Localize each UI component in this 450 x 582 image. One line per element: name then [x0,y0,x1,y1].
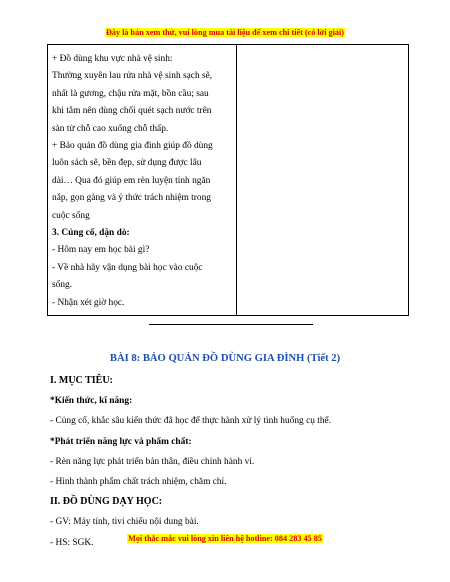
table-line: - Nhận xét giờ học. [52,297,125,308]
table-line: sàn từ chỗ cao xuống chỗ thấp. [52,123,169,134]
sub-heading: *Kiến thức, kĩ năng: [50,396,133,407]
hotline-text: Mọi thắc mắc vui lòng xin liên hệ hotline: 084 283 45 85 [128,534,322,543]
hotline-banner [0,533,450,544]
table-line: Thường xuyên lau rửa nhà vệ sinh sạch sẽ, [52,71,213,82]
table-line: + Đồ dùng khu vực nhà vệ sinh: [52,54,173,64]
table-line: - Hôm nay em học bài gì? [52,245,150,256]
table-line: khi tắm nên dùng chổi quét sạch nước trên [52,106,212,117]
table-column-divider [236,45,237,315]
body-line: - Rèn năng lực phát triển bản thân, điều chỉnh hành vi. [50,456,255,467]
lesson-title: BÀI 8: BẢO QUẢN ĐỒ DÙNG GIA ĐÌNH (Tiết 2) [109,353,341,364]
sub-heading: *Phát triển năng lực và phẩm chất: [50,436,192,447]
table-line: - Về nhà hãy vận dụng bài học vào cuộc [52,262,203,273]
table-line: + Bảo quản đồ dùng gia đình giúp đồ dùng [52,141,213,152]
section-heading: 3. Củng cố, dặn dò: [52,228,130,239]
section-separator [149,324,313,325]
table-line: luôn sách sẽ, bền đẹp, sử dụng được lâu [52,158,202,169]
preview-notice-text: Đây là bản xem thử, vui lòng mua tài liệu để xem chi tiết (có lời giải) [105,28,344,37]
preview-notice-banner [0,27,450,38]
body-line: - GV: Máy tính, tivi chiếu nội dung bài. [50,517,199,528]
table-line: dài… Qua đó giúp em rèn luyện tính ngăn [52,175,211,186]
table-line: nắp, gọn gàng và ý thức trách nhiệm trong [52,193,211,204]
table-line: cuộc sống [52,210,90,221]
body-line: - Củng cố, khắc sâu kiến thức đã học để thực hành xử lý tình huống cụ thể. [50,416,332,427]
body-line: - HS: SGK. [50,537,94,548]
lesson-table [47,44,409,316]
table-left-cell [52,51,233,312]
table-line: nhất là gương, chậu rửa mặt, bồn cầu; sau [52,88,209,99]
section-heading: I. MỤC TIÊU: [50,375,113,386]
body-line: - Hình thành phẩm chất trách nhiệm, chăm chỉ. [50,477,227,488]
section-heading: II. ĐỒ DÙNG DẠY HỌC: [50,496,163,508]
table-line: sống. [52,280,73,291]
lesson-body [50,371,410,553]
